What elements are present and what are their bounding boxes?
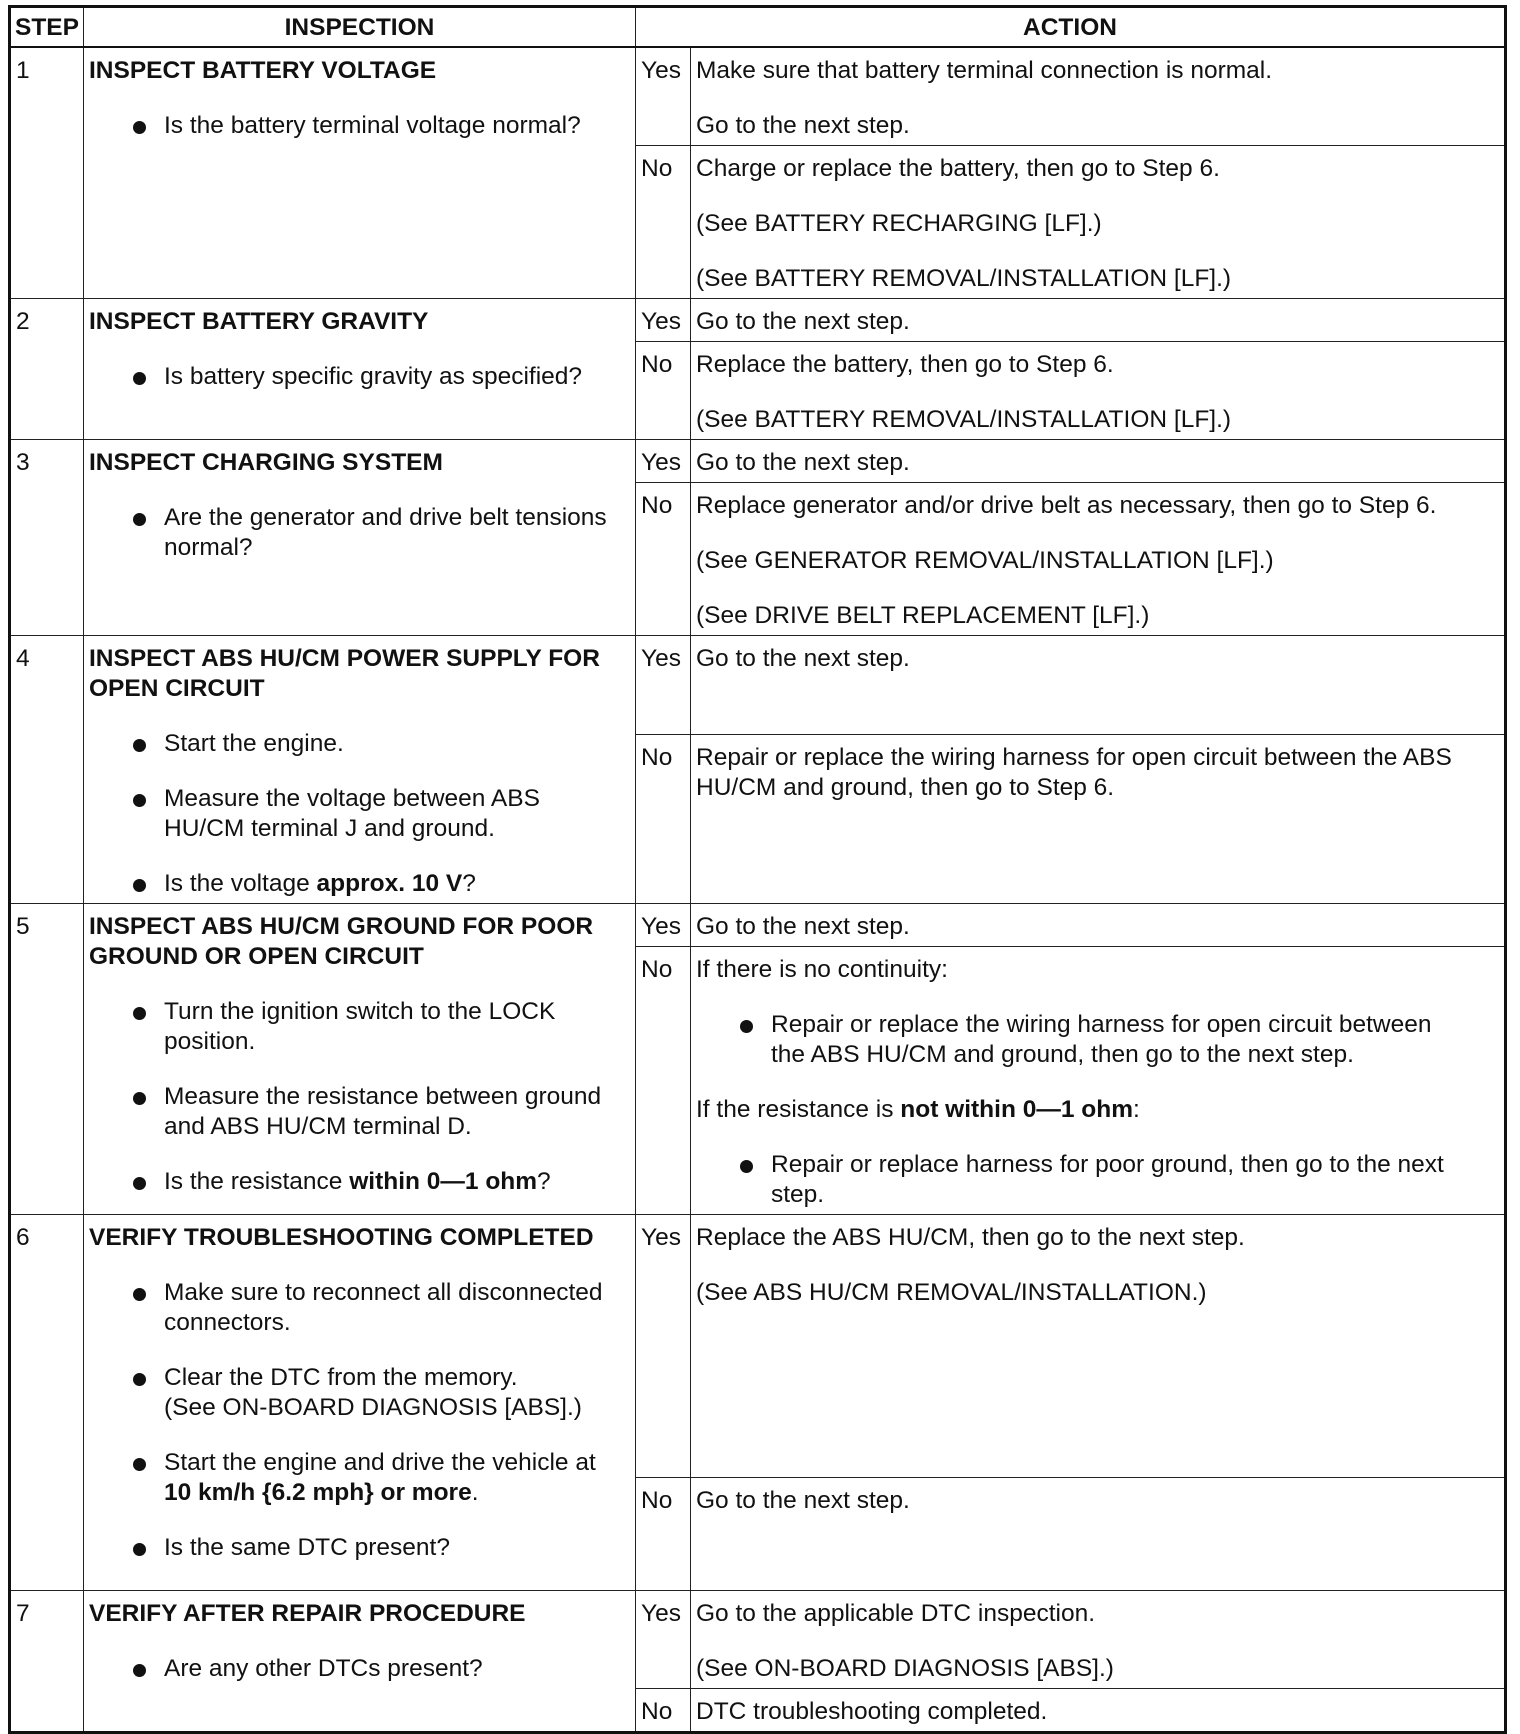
table-row: [10, 636, 1506, 735]
action-bullet: Repair or replace the wiring harness for open circuit between the ABS HU/CM and ground, then go to the next step.: [696, 1010, 1499, 1070]
bullet-bold-text: within 0—1 ohm: [349, 1168, 538, 1195]
yes-action: [691, 1215, 1506, 1478]
bullet-text: ?: [537, 1168, 551, 1195]
inspection-bullet: Is the same DTC present?: [89, 1533, 630, 1563]
inspection-cell: [84, 904, 636, 1215]
yes-action: [691, 636, 1506, 735]
step-title: INSPECT ABS HU/CM GROUND FOR POOR GROUND OR OPEN CIRCUIT: [89, 913, 594, 970]
yes-action: [691, 440, 1506, 483]
action-line: (See DRIVE BELT REPLACEMENT [LF].): [696, 602, 1150, 629]
step-title: INSPECT BATTERY VOLTAGE: [89, 57, 437, 84]
table-row: [10, 1215, 1506, 1478]
action-line: (See BATTERY REMOVAL/INSTALLATION [LF].): [696, 406, 1232, 433]
bullet-bold-text: 10 km/h {6.2 mph} or more: [164, 1479, 472, 1506]
inspection-bullet: Make sure to reconnect all disconnected connectors.: [89, 1278, 630, 1338]
inspection-header: INSPECTION: [84, 7, 636, 48]
action-line: (See ABS HU/CM REMOVAL/INSTALLATION.): [696, 1279, 1207, 1306]
table-row: [10, 299, 1506, 342]
condition-bold-text: not within 0—1 ohm: [900, 1096, 1134, 1123]
action-line: Go to the applicable DTC inspection.: [696, 1600, 1096, 1627]
action-line: Go to the next step.: [696, 449, 910, 476]
step-title: VERIFY AFTER REPAIR PROCEDURE: [89, 1600, 526, 1627]
step-number: 3: [10, 440, 84, 636]
step-header: STEP: [10, 7, 84, 48]
step-title: VERIFY TROUBLESHOOTING COMPLETED: [89, 1224, 594, 1251]
no-label: No: [636, 342, 691, 440]
action-line: Go to the next step.: [696, 1487, 910, 1514]
table-row: [10, 440, 1506, 483]
action-line: Make sure that battery terminal connection is normal.: [696, 57, 1273, 84]
inspection-cell: [84, 299, 636, 440]
inspection-cell: [84, 440, 636, 636]
action-line: Go to the next step.: [696, 112, 910, 139]
yes-label: Yes: [636, 1591, 691, 1689]
action-line: (See BATTERY RECHARGING [LF].): [696, 210, 1102, 237]
no-label: No: [636, 734, 691, 903]
inspection-bullet: Clear the DTC from the memory.: [89, 1363, 630, 1393]
no-label: No: [636, 1689, 691, 1733]
inspection-bullet: Start the engine.: [89, 729, 630, 759]
table-row: [10, 904, 1506, 947]
inspection-bullet: Is battery specific gravity as specified?: [89, 362, 630, 392]
action-line: Replace generator and/or drive belt as necessary, then go to Step 6.: [696, 492, 1437, 519]
action-line: Replace the battery, then go to Step 6.: [696, 351, 1114, 378]
condition-text: If the resistance is: [696, 1096, 901, 1123]
yes-label: Yes: [636, 1215, 691, 1478]
header-row: [10, 7, 1506, 48]
step-number: 4: [10, 636, 84, 904]
yes-action: [691, 47, 1506, 146]
reference-note: (See ON-BOARD DIAGNOSIS [ABS].): [164, 1394, 582, 1421]
inspection-cell: [84, 47, 636, 299]
action-line: (See GENERATOR REMOVAL/INSTALLATION [LF].): [696, 547, 1274, 574]
table-row: [10, 1591, 1506, 1689]
no-action: [691, 734, 1506, 903]
troubleshooting-table: [8, 5, 1507, 1734]
no-label: No: [636, 1478, 691, 1591]
inspection-cell: [84, 1215, 636, 1591]
inspection-bullet: [89, 1448, 630, 1508]
inspection-bullet: Measure the resistance between ground and ABS HU/CM terminal D.: [89, 1082, 630, 1142]
action-line: Repair or replace the wiring harness for open circuit between the ABS HU/CM and ground, then go to Step 6.: [696, 743, 1452, 801]
action-line: Go to the next step.: [696, 308, 910, 335]
inspection-bullet: Is the battery terminal voltage normal?: [89, 111, 630, 141]
action-bullet: Repair or replace harness for poor ground, then go to the next step.: [696, 1150, 1499, 1210]
yes-action: [691, 904, 1506, 947]
inspection-bullet: [89, 1167, 630, 1197]
step-number: 7: [10, 1591, 84, 1733]
no-label: No: [636, 483, 691, 636]
inspection-bullet: [89, 869, 630, 899]
yes-label: Yes: [636, 299, 691, 342]
yes-action: [691, 299, 1506, 342]
yes-label: Yes: [636, 440, 691, 483]
bullet-bold-text: approx. 10 V: [316, 870, 463, 897]
no-action: [691, 342, 1506, 440]
step-title: INSPECT BATTERY GRAVITY: [89, 308, 429, 335]
bullet-text: Start the engine and drive the vehicle at: [164, 1449, 596, 1476]
no-label: No: [636, 146, 691, 299]
inspection-bullet: Are any other DTCs present?: [89, 1654, 630, 1684]
no-label: No: [636, 947, 691, 1215]
action-line: Charge or replace the battery, then go to Step 6.: [696, 155, 1220, 182]
action-line: Go to the next step.: [696, 645, 910, 672]
step-number: 1: [10, 47, 84, 299]
step-title: INSPECT ABS HU/CM POWER SUPPLY FOR OPEN CIRCUIT: [89, 645, 600, 702]
bullet-text: .: [471, 1479, 479, 1506]
no-action: [691, 1689, 1506, 1733]
condition-text: :: [1133, 1096, 1140, 1123]
inspection-bullet: Measure the voltage between ABS HU/CM terminal J and ground.: [89, 784, 630, 844]
no-action: [691, 947, 1506, 1215]
step-title: INSPECT CHARGING SYSTEM: [89, 449, 443, 476]
bullet-text: Is the resistance: [164, 1168, 350, 1195]
inspection-bullet: Turn the ignition switch to the LOCK position.: [89, 997, 630, 1057]
bullet-text: Is the voltage: [164, 870, 317, 897]
bullet-text: ?: [462, 870, 476, 897]
step-number: 5: [10, 904, 84, 1215]
action-line: (See ON-BOARD DIAGNOSIS [ABS].): [696, 1655, 1114, 1682]
no-action: [691, 483, 1506, 636]
yes-action: [691, 1591, 1506, 1689]
action-line: Replace the ABS HU/CM, then go to the next step.: [696, 1224, 1245, 1251]
step-number: 6: [10, 1215, 84, 1591]
yes-label: Yes: [636, 47, 691, 146]
yes-label: Yes: [636, 904, 691, 947]
action-header: ACTION: [636, 7, 1506, 48]
action-line: DTC troubleshooting completed.: [696, 1698, 1048, 1725]
action-line: (See BATTERY REMOVAL/INSTALLATION [LF].): [696, 265, 1232, 292]
action-line: Go to the next step.: [696, 913, 910, 940]
no-action: [691, 146, 1506, 299]
table-row: [10, 47, 1506, 146]
condition-line: [696, 1095, 1499, 1125]
inspection-cell: [84, 1591, 636, 1733]
condition-line: If there is no continuity:: [696, 956, 948, 983]
inspection-cell: [84, 636, 636, 904]
yes-label: Yes: [636, 636, 691, 735]
no-action: [691, 1478, 1506, 1591]
step-number: 2: [10, 299, 84, 440]
inspection-bullet: Are the generator and drive belt tensions normal?: [89, 503, 630, 563]
